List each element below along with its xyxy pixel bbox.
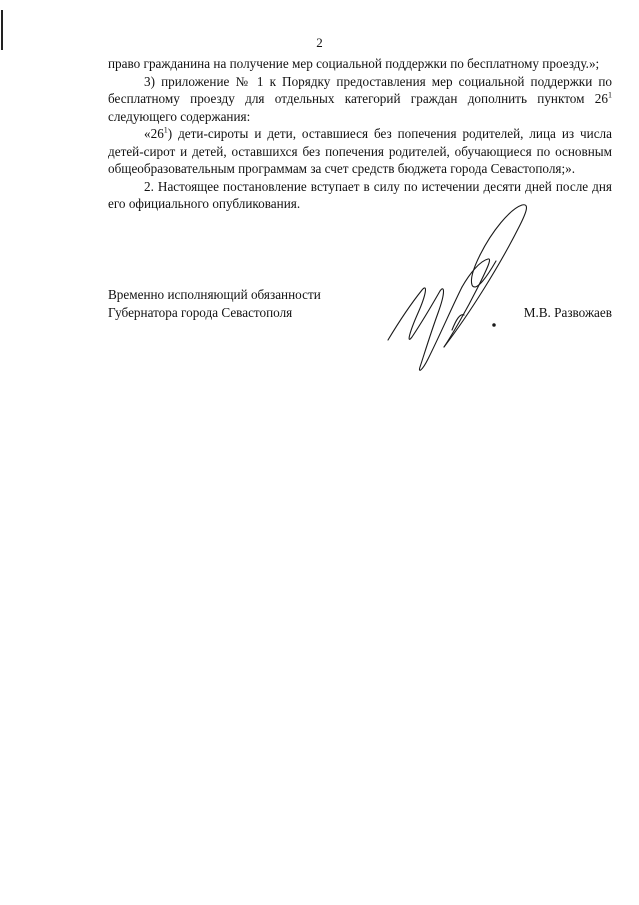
paragraph-point-26-1-start: «26	[144, 126, 164, 141]
paragraph-point-26-1-text: ) дети-сироты и дети, оставшиеся без попечения родителей, лица из числа детей-сирот и детей, оставшихся без попечения родителей, обучающиеся по основным общеобразовательным программам за счет средств бюджета города Севастополя;».	[108, 126, 612, 176]
paragraph-point-26-1	[108, 125, 612, 178]
paragraph-item-3-text-end: следующего содержания:	[108, 108, 251, 124]
paragraph-item-3	[108, 73, 612, 126]
handwritten-signature-icon	[380, 195, 540, 380]
paragraph-effective-date: 2. Настоящее постановление вступает в силу по истечении десяти дней после дня его официального опубликования.	[108, 178, 612, 211]
signatory-title-line-2: Губернатора города Севастополя	[108, 305, 293, 320]
superscript-1: 1	[608, 90, 612, 100]
paragraph-continuation: право гражданина на получение мер социальной поддержки по бесплатному проезду.»;	[108, 56, 600, 71]
page-number: 2	[316, 35, 323, 50]
paragraph-item-3-text: 3) приложение № 1 к Порядку предоставления мер социальной поддержки по бесплатному проезду для отдельных категорий граждан дополнить пунктом 26	[108, 73, 612, 106]
signatory-title-line-1: Временно исполняющий обязанности	[108, 287, 321, 302]
superscript-1: 1	[163, 125, 168, 135]
document-body	[108, 55, 612, 213]
signatory-name: М.В. Развожаев	[523, 305, 612, 320]
